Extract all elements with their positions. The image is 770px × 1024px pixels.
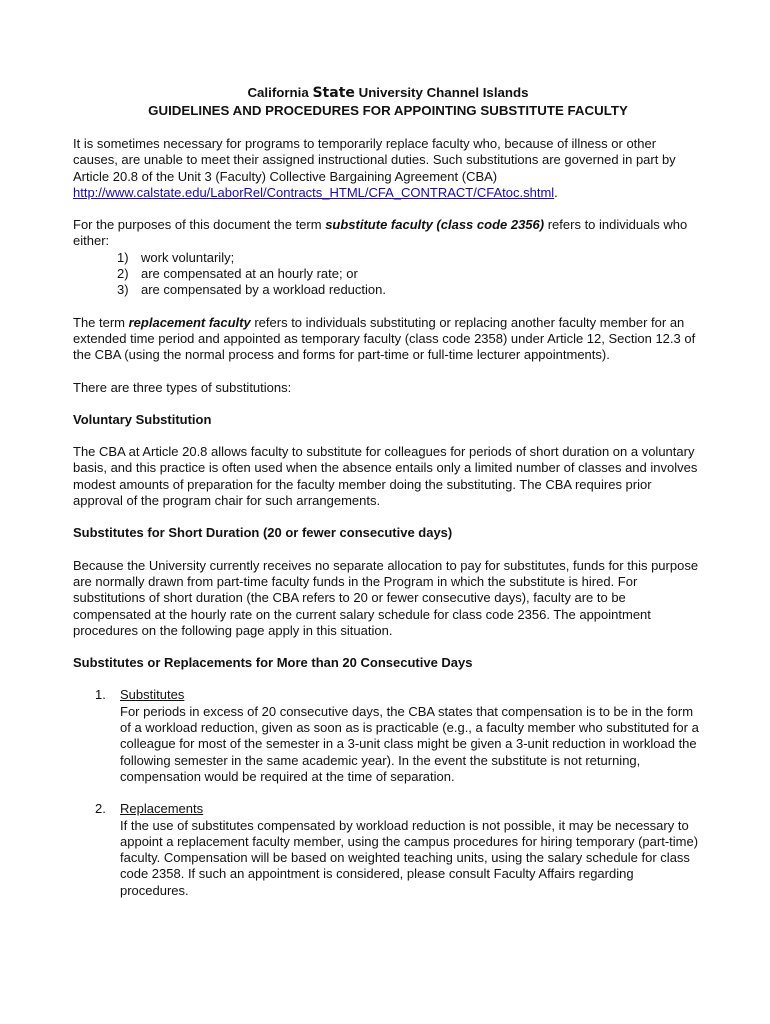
short-duration-heading: Substitutes for Short Duration (20 or fewer consecutive days) [73,525,453,541]
voluntary-paragraph: The CBA at Article 20.8 allows faculty to substitute for colleagues for periods of short duration on a voluntary basis, and this practice is often used when the absence entails only a limited number of classes and involves modest amounts of preparation for the faculty member doing the substituting. The CBA requires prior approval of the program chair for such arrangements. [73,444,698,509]
list-item: 2) are compensated at an hourly rate; or [117,266,358,282]
short-duration-paragraph: Because the University currently receives no separate allocation to pay for substitutes, funds for this purpose are normally drawn from part-time faculty funds in the Program in which the substitute is hired. For substitutions of short duration (the CBA refers to 20 or fewer consecutive days), faculty are to be compensated at the hourly rate on the current salary schedule for class code 2356. The appointment procedures on the following page apply in this situation. [73,557,699,638]
term-substitute-faculty: substitute faculty (class code 2356) [325,217,545,233]
replacements-text: If the use of substitutes compensated by workload reduction is not possible, it may be necessary to appoint a replacement faculty member, using the campus procedures for hiring temporary (part-time) faculty. Compensation will be based on weighted teaching units, using the salary schedule for class code 2358. If such an appointment is considered, please consult Faculty Affairs regarding procedures. [120,817,699,898]
term-replacement-faculty: replacement faculty [128,314,251,330]
title-line-1: California State University Channel Islands [247,85,529,101]
title-line-2: GUIDELINES AND PROCEDURES FOR APPOINTING SUBSTITUTE FACULTY [148,103,628,118]
substitutes-title: Substitutes [120,687,185,703]
list-item: 1) work voluntarily; [117,249,235,265]
document-title [73,84,703,119]
types-intro: There are three types of substitutions: [73,379,292,395]
document-page [73,84,703,899]
intro-paragraph: It is sometimes necessary for programs to temporarily replace faculty who, because of illness or other causes, are unable to meet their assigned instructional duties. Such substitutions are governed in part by Article 20.8 of the Unit 3 (Faculty) Collective Bargaining Agreement (CBA) http://www.calstate.edu/LaborRel/Contracts_HTML/CFA_CONTRACT/CFAtoc.shtml. [73,136,676,200]
definition-paragraph: For the purposes of this document the term substitute faculty (class code 2356) refers to individuals who either: [73,217,688,249]
voluntary-heading: Voluntary Substitution [73,411,212,427]
list-item: 3) are compensated by a workload reduction. [117,282,386,298]
replacements-title: Replacements [120,801,204,817]
substitutes-text: For periods in excess of 20 consecutive days, the CBA states that compensation is to be in the form of a workload reduction, given as soon as is practicable (e.g., a faculty member who substituted for a colleague for most of the semester in a 3-unit class might be given a 3-unit reduction in workload the following semester in the same academic year). In the event the substitute is not returning, compensation would be required at the time of separation. [120,703,699,784]
replacement-paragraph: The term replacement faculty refers to individuals substituting or replacing another faculty member for an extended time period and appointed as temporary faculty (class code 2358) under Article 12, Section 12.3 of the CBA (using the normal process and forms for part-time or full-time lecturer appointments). [73,314,696,363]
list-item-substitutes: 1. Substitutes For periods in excess of 20 consecutive days, the CBA states that compensation is to be in the form of a workload reduction, given as soon as is practicable (e.g., a faculty member who substituted for a colleague for most of the semester in a 3-unit class might be given a 3-unit reduction in workload the following semester in the same academic year). In the event the substitute is not returning, compensation would be required at the time of separation. [73,687,703,785]
title-state-word: State [312,85,355,101]
long-duration-heading: Substitutes or Replacements for More than 20 Consecutive Days [73,655,473,671]
list-item-replacements: 2. Replacements If the use of substitutes compensated by workload reduction is not possible, it may be necessary to appoint a replacement faculty member, using the campus procedures for hiring temporary (part-time) faculty. Compensation will be based on weighted teaching units, using the salary schedule for class code 2358. If such an appointment is considered, please consult Faculty Affairs regarding procedures. [73,801,703,899]
definition-list [73,250,703,299]
cba-contract-link[interactable]: http://www.calstate.edu/LaborRel/Contracts_HTML/CFA_CONTRACT/CFAtoc.shtml [73,184,555,200]
